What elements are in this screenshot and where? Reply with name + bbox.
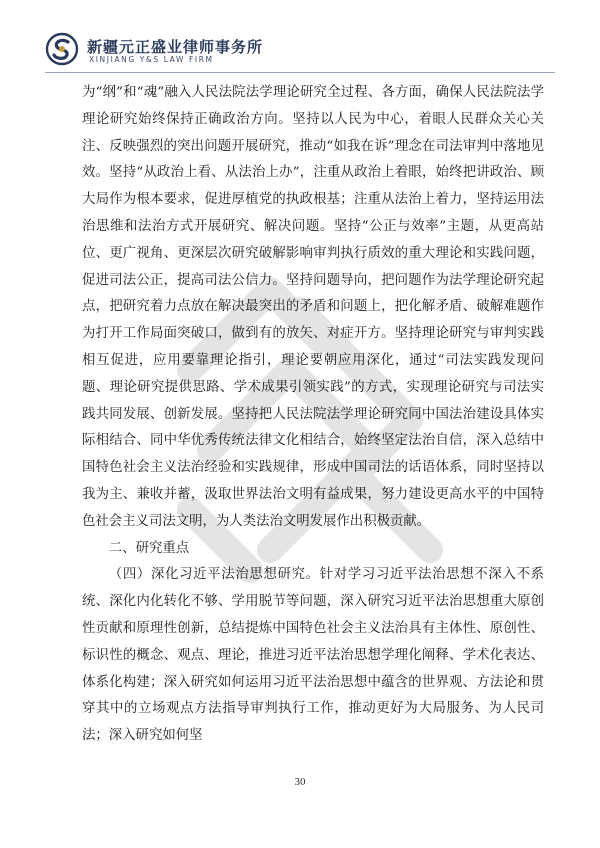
document-body <box>82 80 544 750</box>
page-number: 30 <box>294 776 306 788</box>
paragraph-section-four: （四）深化习近平法治思想研究。针对学习习近平法治思想不深入不系统、深化内化转化不够、学用脱节等问题，深入研究习近平法治思想重大原创性贡献和原理性创新，总结提炼中国特色社会主义法治具有主体性、原创性、标识性的概念、观点、理论，推进习近平法治思想学理化阐释、学术化表达、体系化构建；深入研究如何运用习近平法治思想中蕴含的世界观、方法论和贯穿其中的立场观点方法指导审判执行工作，推动更好为大局服务、为人民司法；深入研究如何坚 <box>82 567 544 744</box>
header-divider <box>45 72 555 73</box>
page-header <box>45 30 565 70</box>
paragraph-continued: 为“纲”和“魂”融入人民法院法学理论研究全过程、各方面，确保人民法院法学理论研究始终保持正确政治方向。坚持以人民为中心，着眼人民群众关心关注、反映强烈的突出问题开展研究，推动“如我在诉”理念在司法审判中落地见效。坚持“从政治上看、从法治上办”，注重从政治上着眼，始终把讲政治、顾大局作为根本要求，促进厚植党的执政根基；注重从法治上着力，坚持运用法治思维和法治方式开展研究、解决问题。坚持“公正与效率”主题，从更高站位、更广视角、更深层次研究破解影响审判执行质效的重大理论和实践问题，促进司法公正，提高司法公信力。坚持问题导向，把问题作为法学理论研究起点，把研究着力点放在解决最突出的矛盾和问题上，把化解矛盾、破解难题作为打开工作局面突破口，做到有的放矢、对症开方。坚持理论研究与审判实践相互促进，应用要靠理论指引，理论要朝应用深化，通过“司法实践发现问题、理论研究提供思路、学术成果引领实践”的方式，实现理论研究与司法实践共同发展、创新发展。坚持把人民法院法学理论研究同中国法治建设具体实际相结合、同中华优秀传统法律文化相结合，始终坚定法治自信，深入总结中国特色社会主义法治经验和实践规律，形成中国司法的话语体系，同时坚持以我为主、兼收并蓄，汲取世界法治文明有益成果，努力建设更高水平的中国特色社会主义司法文明，为人类法治文明发展作出积极贡献。 <box>82 85 544 529</box>
firm-logo-icon <box>45 32 79 66</box>
firm-name-en: XINJIANG Y&S LAW FIRM <box>89 55 214 64</box>
section-heading: 二、研究重点 <box>108 540 190 556</box>
firm-name-cn: 新疆元正盛业律师事务所 <box>87 38 264 56</box>
